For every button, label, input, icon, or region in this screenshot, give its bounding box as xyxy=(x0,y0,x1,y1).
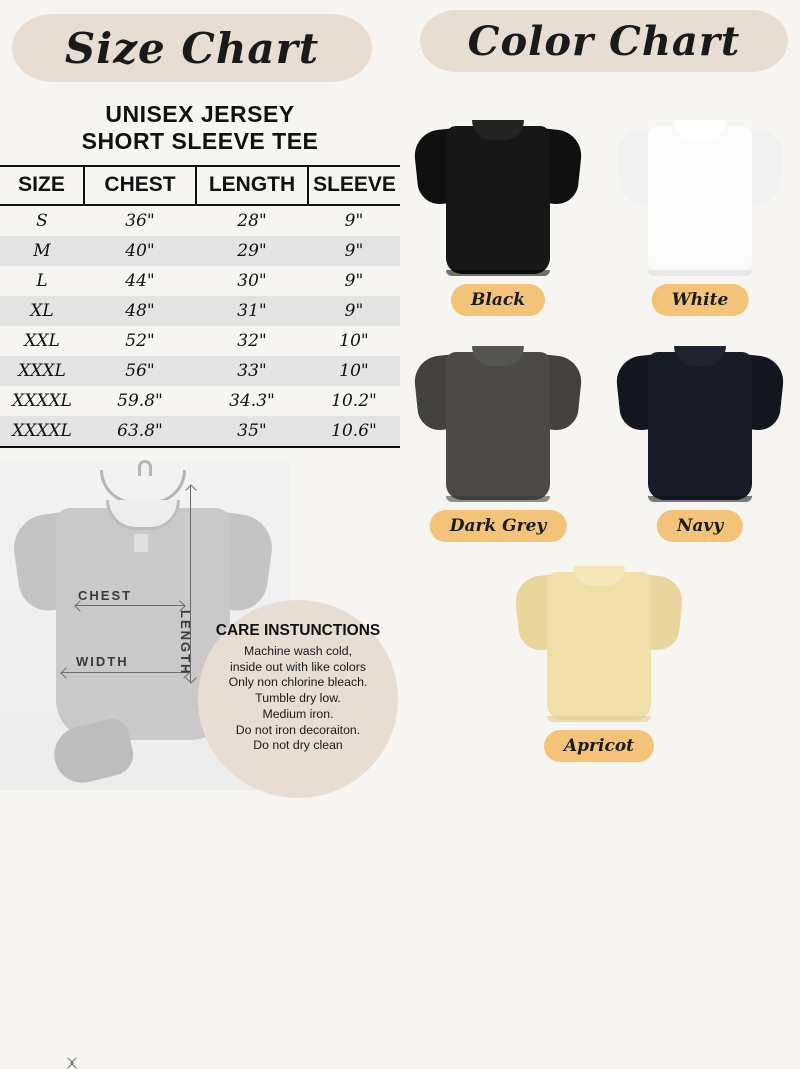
table-row xyxy=(0,236,400,266)
width-measure-label: WIDTH xyxy=(76,654,129,669)
cell-length: 31" xyxy=(196,296,308,326)
table-row xyxy=(0,386,400,416)
product-title xyxy=(0,101,400,155)
chest-measure-arrow xyxy=(76,605,184,606)
color-option-navy[interactable] xyxy=(602,342,798,554)
column-header-sleeve: SLEEVE xyxy=(308,166,400,205)
cell-chest: 59.8" xyxy=(117,391,163,412)
care-instructions-line: Tumble dry low. xyxy=(255,691,341,706)
table-row xyxy=(0,205,400,236)
table-row xyxy=(0,416,400,447)
tee-swatch-apricot xyxy=(517,562,681,722)
tee-neck-tag xyxy=(134,534,148,552)
cell-length: 33" xyxy=(196,356,308,386)
size-table xyxy=(0,165,400,448)
tee-hem xyxy=(648,270,752,276)
tee-hem xyxy=(446,270,550,276)
cell-size: S xyxy=(36,211,48,232)
color-label-white: White xyxy=(652,284,749,316)
care-instructions-card xyxy=(198,600,398,798)
cell-length: 28" xyxy=(237,211,267,232)
cell-length: 35" xyxy=(196,416,308,447)
table-row xyxy=(0,356,400,386)
color-label-dark-grey: Dark Grey xyxy=(430,510,567,542)
length-measure-label: LENGTH xyxy=(178,610,193,676)
cell-size: XXXXL xyxy=(12,391,72,412)
care-instructions-line: Do not dry clean xyxy=(253,738,343,753)
color-option-white[interactable] xyxy=(602,116,798,328)
tee-body xyxy=(446,126,550,274)
color-chart-banner xyxy=(420,10,788,72)
tee-hem xyxy=(547,716,651,722)
care-instructions-line: Only non chlorine bleach. xyxy=(228,675,368,690)
chest-measure-label: CHEST xyxy=(78,588,133,603)
cell-size: L xyxy=(36,271,48,292)
cell-chest: 48" xyxy=(84,296,196,326)
cell-size: XL xyxy=(0,296,84,326)
size-chart-title: Size Chart xyxy=(64,23,320,73)
tee-swatch-navy xyxy=(618,342,782,502)
care-instructions-line: Machine wash cold, xyxy=(244,644,352,658)
cell-length: 34.3" xyxy=(229,391,275,412)
tee-swatch-white xyxy=(618,116,782,276)
tee-swatch-black xyxy=(416,116,580,276)
table-row xyxy=(0,326,400,356)
cell-sleeve: 10.2" xyxy=(331,391,377,412)
cell-sleeve: 10" xyxy=(308,356,400,386)
size-chart-banner xyxy=(12,14,372,82)
hanger-hook-icon xyxy=(138,460,152,476)
cell-chest: 44" xyxy=(125,271,155,292)
tee-body xyxy=(547,572,651,720)
color-option-apricot[interactable] xyxy=(501,562,697,774)
cell-chest: 36" xyxy=(125,211,155,232)
color-label-black: Black xyxy=(451,284,545,316)
cell-sleeve: 9" xyxy=(344,271,364,292)
care-instructions-title: CARE INSTUNCTIONS xyxy=(215,622,381,639)
cell-sleeve: 10" xyxy=(339,331,369,352)
product-title-line-2: SHORT SLEEVE TEE xyxy=(81,128,319,155)
tee-body xyxy=(446,352,550,500)
cell-size: M xyxy=(0,236,84,266)
table-row xyxy=(0,266,400,296)
tee-swatch-dark-grey xyxy=(416,342,580,502)
column-header-size: SIZE xyxy=(0,166,84,205)
width-measure-arrow xyxy=(62,672,188,673)
cell-sleeve: 9" xyxy=(344,211,364,232)
cell-length: 29" xyxy=(196,236,308,266)
tee-hem xyxy=(648,496,752,502)
cell-sleeve: 9" xyxy=(308,236,400,266)
tee-hem xyxy=(446,496,550,502)
product-title-line-1: UNISEX JERSEY xyxy=(105,101,295,127)
cell-size: XXXXL xyxy=(0,416,84,447)
color-label-navy: Navy xyxy=(657,510,743,542)
care-instructions-line: inside out with like colors xyxy=(229,659,366,674)
cell-chest: 52" xyxy=(125,331,155,352)
size-chart-section xyxy=(0,95,400,448)
color-chart-title: Color Chart xyxy=(467,17,741,65)
color-option-black[interactable] xyxy=(400,116,596,328)
table-row xyxy=(0,296,400,326)
care-instructions-line: Medium iron. xyxy=(262,706,334,721)
cell-sleeve: 10.6" xyxy=(308,416,400,447)
color-chart-section xyxy=(400,92,800,800)
cell-length: 30" xyxy=(237,271,267,292)
cell-length: 32" xyxy=(237,331,267,352)
cell-sleeve: 9" xyxy=(308,296,400,326)
cell-size: XXL xyxy=(24,331,60,352)
tee-body xyxy=(648,126,752,274)
cell-chest: 63.8" xyxy=(84,416,196,447)
column-header-chest: CHEST xyxy=(84,166,196,205)
cell-size: XXXL xyxy=(0,356,84,386)
cell-chest: 56" xyxy=(84,356,196,386)
table-header-row xyxy=(0,166,400,205)
tee-body xyxy=(648,352,752,500)
column-header-length: LENGTH xyxy=(196,166,308,205)
tee-knot xyxy=(48,715,137,788)
cell-chest: 40" xyxy=(84,236,196,266)
care-instructions-line: Do not iron decoraiton. xyxy=(235,722,361,737)
color-label-apricot: Apricot xyxy=(544,730,654,762)
color-option-dark-grey[interactable] xyxy=(400,342,596,554)
